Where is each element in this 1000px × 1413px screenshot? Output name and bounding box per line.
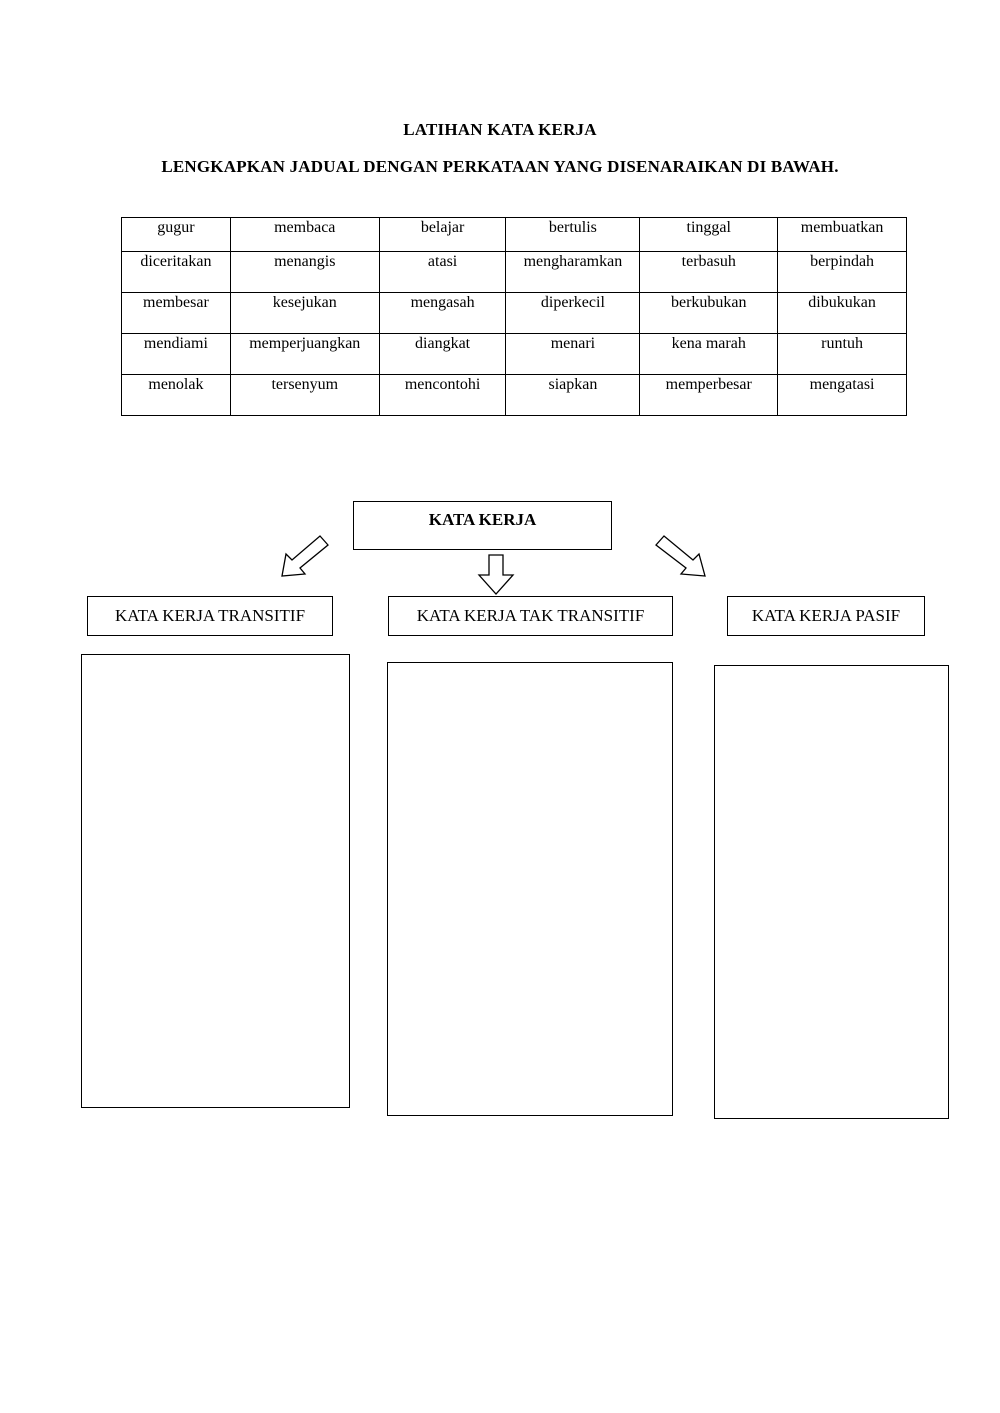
word-cell: membesar xyxy=(122,293,231,334)
word-cell: belajar xyxy=(379,218,506,252)
table-row xyxy=(122,252,907,293)
word-cell: tinggal xyxy=(640,218,778,252)
table-row xyxy=(122,375,907,416)
word-cell: menari xyxy=(506,334,640,375)
answer-box-tak-transitif[interactable] xyxy=(387,662,673,1116)
table-row xyxy=(122,218,907,252)
worksheet-instruction: LENGKAPKAN JADUAL DENGAN PERKATAAN YANG DISENARAIKAN DI BAWAH. xyxy=(161,157,839,176)
category-label-transitif: KATA KERJA TRANSITIF xyxy=(87,596,333,636)
word-cell: menangis xyxy=(230,252,379,293)
word-cell: atasi xyxy=(379,252,506,293)
word-cell: membaca xyxy=(230,218,379,252)
word-table xyxy=(121,217,907,416)
word-cell: berkubukan xyxy=(640,293,778,334)
word-cell: kena marah xyxy=(640,334,778,375)
arrow-down-icon xyxy=(474,553,518,597)
word-cell: mendiami xyxy=(122,334,231,375)
category-label-tak-transitif: KATA KERJA TAK TRANSITIF xyxy=(388,596,673,636)
table-row xyxy=(122,334,907,375)
arrow-down-right-icon xyxy=(653,534,709,580)
word-cell: memperbesar xyxy=(640,375,778,416)
word-cell: diperkecil xyxy=(506,293,640,334)
word-cell: kesejukan xyxy=(230,293,379,334)
word-cell: mengatasi xyxy=(778,375,907,416)
word-cell: berpindah xyxy=(778,252,907,293)
word-cell: memperjuangkan xyxy=(230,334,379,375)
answer-box-pasif[interactable] xyxy=(714,665,949,1119)
word-cell: gugur xyxy=(122,218,231,252)
word-cell: diangkat xyxy=(379,334,506,375)
word-cell: dibukukan xyxy=(778,293,907,334)
root-category-box: KATA KERJA xyxy=(353,501,612,550)
answer-box-transitif[interactable] xyxy=(81,654,350,1108)
table-row xyxy=(122,293,907,334)
word-cell: menolak xyxy=(122,375,231,416)
word-cell: membuatkan xyxy=(778,218,907,252)
word-cell: mengasah xyxy=(379,293,506,334)
word-cell: siapkan xyxy=(506,375,640,416)
word-cell: bertulis xyxy=(506,218,640,252)
word-cell: terbasuh xyxy=(640,252,778,293)
worksheet-title: LATIHAN KATA KERJA xyxy=(403,120,597,139)
word-cell: tersenyum xyxy=(230,375,379,416)
word-cell: mengharamkan xyxy=(506,252,640,293)
category-label-pasif: KATA KERJA PASIF xyxy=(727,596,925,636)
arrow-down-left-icon xyxy=(278,534,332,580)
word-cell: diceritakan xyxy=(122,252,231,293)
word-cell: runtuh xyxy=(778,334,907,375)
word-cell: mencontohi xyxy=(379,375,506,416)
